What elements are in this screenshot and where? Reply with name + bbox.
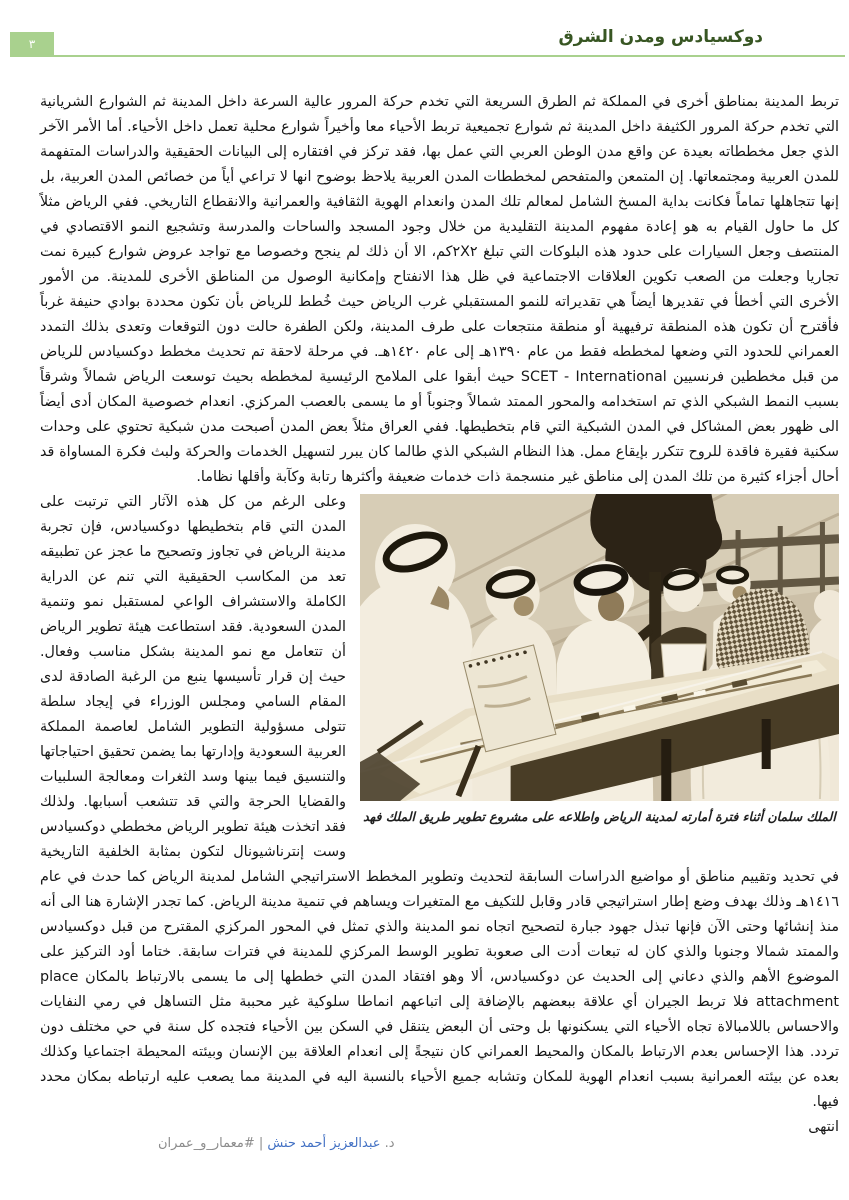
footer [158,1136,395,1151]
footer-hashtag: #معمار_و_عمران [158,1136,255,1151]
paragraph-3-text: ١٤١٦هـ وذلك بهدف وضع إطار استراتيجي قادر وقابل للتكيف مع المتغيرات ويساهم في تنمية مدينة الرياض. كما تجدر الإشارة هنا الى أنه منذ إنشائها وحتى الآن فإنها تبذل جهود جبارة لتصحيح اتجاه نمو المدينة والذي تمثل في المحور المركزي المقترح من قبل دوكسيادس والممتد شمالا وجنوبا والذي كان له تبعات أدت الى صعوبة تطوير الوسط المركزي للمدينة في فترات سابقة. ختاما أود التركيز على الموضوع الأهم والذي دعاني إلى الحديث عن دوكسيادس، ألا وهو افتقاد المدن التي خططها إلى ما يسمى بالارتباط بالمكان place attachment فلا تربط الجيران أي علاقة ببعضهم بالإضافة إلى اتباعهم انماطا سلوكية غير محببة مثل التساهل في رمي النفايات والاحساس باللامبالاة تجاه الأحياء التي يسكنونها بل وحتى أن البعض يتنقل في السكن بين الأحياء فتجده كل سنة في حي مختلف دون تردد. هذا الإحساس بعدم الارتباط بالمكان والمحيط العمراني كان نتيجةً إلى انعدام العلاقة بين الإنسان وبيئته المحيطة اجتماعيا وكذلك بعده عن بيئته العمرانية بسبب انعدام الهوية للمكان وتشابه جميع الأحياء بالنسبة اليه في المدينة مما يصعب عليه ارتباطه بمكان محدد فيها. [40,894,839,1110]
paragraph-2-text: وعلى الرغم من كل هذه الآثار التي ترتبت على المدن التي قام بتخطيطها دوكسيادس، فإن تجربة مدينة الرياض في تجاوز وتصحيح ما عجز عن تطبيقه تعد من المكاسب الحقيقية التي تنم عن الدراية الكاملة والاستشراف الواعي لمستقبل نمو وتنمية المدن السعودية. فقد استطاعت هيئة تطوير الرياض أن تتعامل مع نمو المدينة بشكل مناسب وفعال. حيث إن قرار تأسيسها ينبع من الرغبة الصادقة لدى المقام السامي ومجلس الوزراء في إيجاد سلطة تتولى مسؤولية التطوير الشامل لعاصمة المملكة العربية السعودية وإدارتها بما يضمن تحقيق احتياجاتها والتنسيق فيما بينها وسد الثغرات ومعالجة السلبيات والقضايا الحرجة والتي قد تتشعب أسبابها. ولذلك فقد اتخذت هيئة تطوير الرياض مخططي دوكسيادس وست إنترناشيونال لتكون بمثابة الخلفية التاريخية في تحديد وتقييم مناطق أو مواضيع الدراسات السابقة لتحديث وتطوير المخطط الاستراتيجي الشامل لمدينة الرياض كما حدث في عام [40,494,839,885]
photo-caption: الملك سلمان أثناء فترة أمارته لمدينة الرياض واطلاعه على مشروع تطوير طريق الملك فهد [363,809,836,824]
page-title: دوكسيادس ومدن الشرق [558,27,763,47]
footer-separator: | [254,1136,268,1151]
article-body [40,90,839,1140]
footer-author-name[interactable]: عبدالعزيز أحمد حنش [267,1136,381,1151]
end-mark: انتهى [808,1119,839,1135]
paragraph-1: تربط المدينة بمناطق أخرى في المملكة ثم الطرق السريعة التي تخدم حركة المرور عالية السرعة داخل المدينة ثم الشوارع الشريانية التي تخدم حركة المرور الكثيفة داخل المدينة ثم شوارع تجميعية تربط الأحياء معا وأخيراً شوارع محلية تعمل داخل الأحياء. أما الأمر الآخر الذي جعل مخططاته بعيدة عن واقع مدن الوطن العربي التي عمل بها، فقد تركز في افتقاره إلى البيانات الحقيقية والدراسات المتفهمة للمدن العربية ومجتمعاتها. إن المتمعن والمتفحص لمخططات المدن العربية يلاحظ بوضوح انها لا تراعي أياً من خصائص المدن العربية، بل إنها تتجاهلها تماماً فكانت بداية المسخ الشامل لمعالم تلك المدن وانعدام الهوية الثقافية والعمرانية والانقطاع التاريخي. ففي الرياض مثلاً كل ما حاول القيام به هو إعادة مفهوم المدينة التقليدية من خلال وجود المسجد والساحات والمدرسة وتشجيع النمو الاقتصادي في المنتصف وجعل السيارات على حدود هذه البلوكات التي تبلغ ٢X٢كم، الا أن ذلك لم ينجح وخصوصا مع تواجد عروض شوارع كبيرة نمت تجاريا وجعلت من الصعب تكوين العلاقات الاجتماعية في ظل هذا الانفتاح وإمكانية الوصول من المناطق الأخرى للمدينة. من الأمور الأخرى التي أخطأ في تقديرها أيضاً هي تقديراته للنمو المستقبلي غرب الرياض حيث خُطط للرياض بأن تكون محددة بوادي حنيفة غرباً فأقترح أن تكون هذه المنطقة ترفيهية أو منطقة منتجعات على طرف المدينة، ولكن الطفرة حالت دون التوقعات وتعدى بذلك التمدد العمراني للحدود التي وضعها لمخططه فقط من عام ١٣٩٠هـ إلى عام ١٤٢٠هـ. في مرحلة لاحقة تم تحديث مخطط دوكسيادس للرياض من قبل مخططين فرنسيين SCET - International حيث أبقوا على الملامح الرئيسية لمخططه بحيث توسعت الرياض شمالاً وشرقاً بسبب النمط الشبكي الذي تم استخدامه والمحور الممتد شمالاً وجنوباً أو ما يسمى بالعصب المركزي. انعدام خصوصية المكان أدى أيضاً الى ظهور بعض المشاكل في المدن الشبكية التي قام بتخطيطها. ففي العراق مثلاً بعض المدن أصبحت مدن شبكية تحتوي على وحدات سكنية فقيرة فاقدة للروح تتكرر بإيقاع ممل. هذا النظام الشبكي الذي طالما كان يبرر لتسهيل الخدمات والحركة ولبث فكرة المساواة قد أحال أجزاء كثيرة من تلك المدن إلى مناطق غير منسجمة ذات خدمات ضعيفة وأكثرها رتابة وكآبة وأقلها نظاما. [40,94,840,485]
footer-author-prefix: د. [380,1136,395,1151]
photo-figure [360,494,839,825]
page-number-badge: ٣ [10,32,54,55]
header-divider [10,55,845,57]
photo-king-salman-model-review [360,494,839,801]
